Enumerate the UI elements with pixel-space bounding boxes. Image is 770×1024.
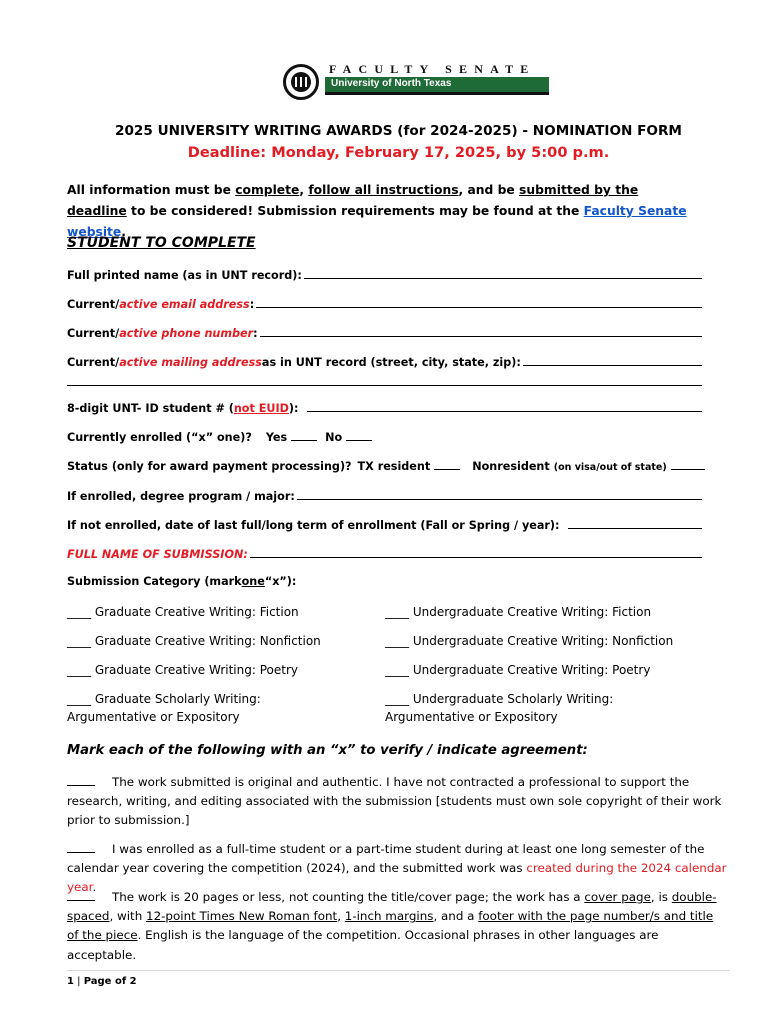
logo-subtitle: University of North Texas bbox=[331, 78, 452, 89]
footer-separator: | bbox=[77, 976, 81, 987]
page-count: Page of 2 bbox=[83, 976, 137, 987]
submission-name-line[interactable] bbox=[250, 546, 702, 558]
section-verify-heading: Mark each of the following with an “x” to verify / indicate agreement: bbox=[67, 743, 588, 758]
submission-name-field[interactable]: FULL NAME OF SUBMISSION: bbox=[67, 546, 702, 561]
mailing-address-line-2[interactable] bbox=[67, 385, 702, 386]
unt-seal-icon bbox=[283, 64, 319, 100]
submission-category-label: Submission Category (mark one “x”): bbox=[67, 575, 297, 588]
category-ugrad-scholarly[interactable]: ____ Undergraduate Scholarly Writing: Argumentative or Expository bbox=[385, 692, 614, 724]
verify-format: The work is 20 pages or less, not counting the title/cover page; the work has a cover page, is double-spaced, with 12-point Times New Roman font, 1-inch margins, and a footer with the page number/s and title of the piece. English is the language of the competition. Occasional phrases in other languages are acceptable. bbox=[67, 890, 717, 962]
logo-title: FACULTY SENATE bbox=[329, 62, 536, 76]
form-title: 2025 UNIVERSITY WRITING AWARDS (for 2024-2025) - NOMINATION FORM bbox=[115, 123, 682, 139]
last-enrollment-line[interactable] bbox=[568, 517, 702, 529]
enrolled-no-blank[interactable] bbox=[346, 430, 372, 441]
degree-program-field[interactable]: If enrolled, degree program / major: bbox=[67, 488, 702, 503]
phone-field[interactable]: Current/ active phone number : bbox=[67, 325, 702, 340]
residency-status-field: Status (only for award payment processing)? TX resident Nonresident (on visa/out of state) bbox=[67, 459, 705, 473]
logo-bar bbox=[325, 77, 549, 95]
section-student-heading: STUDENT TO COMPLETE bbox=[67, 235, 256, 251]
phone-line[interactable] bbox=[260, 325, 702, 337]
enrolled-yes-blank[interactable] bbox=[291, 430, 317, 441]
verify-enrollment: I was enrolled as a full-time student or a part-time student during at least one long semester of the calendar year covering the competition (2024), and the submitted work was created during the 2024 calendar year. bbox=[67, 842, 727, 895]
email-line[interactable] bbox=[256, 296, 702, 308]
mailing-address-field[interactable]: Current/ active mailing address as in UNT record (street, city, state, zip): bbox=[67, 354, 702, 369]
mailing-address-line[interactable] bbox=[523, 354, 702, 366]
enrolled-field: Currently enrolled (“x” one)? Yes No bbox=[67, 430, 372, 444]
category-grad-fiction[interactable]: ____ Graduate Creative Writing: Fiction bbox=[67, 605, 299, 619]
tx-resident-blank[interactable] bbox=[434, 459, 460, 470]
email-field[interactable]: Current/ active email address : bbox=[67, 296, 702, 311]
deadline: Deadline: Monday, February 17, 2025, by 5:00 p.m. bbox=[187, 144, 610, 161]
verify-originality: The work submitted is original and authentic. I have not contracted a professional to support the research, writing, and editing associated with the submission [students must own sole copyright of their work prior to submission.] bbox=[67, 775, 722, 828]
degree-program-line[interactable] bbox=[297, 488, 702, 500]
verify-format-blank[interactable] bbox=[67, 889, 95, 901]
full-name-field[interactable]: Full printed name (as in UNT record): bbox=[67, 267, 702, 282]
category-grad-scholarly[interactable]: ____ Graduate Scholarly Writing: Argumentative or Expository bbox=[67, 692, 261, 724]
intro-paragraph: All information must be complete, follow all instructions, and be submitted by the deadline to be considered! Submission requirements may be found at the Faculty Senate website. bbox=[67, 183, 687, 239]
page-footer bbox=[67, 976, 137, 987]
last-enrollment-field[interactable]: If not enrolled, date of last full/long term of enrollment (Fall or Spring / year): bbox=[67, 517, 702, 532]
page-number: 1 bbox=[67, 976, 74, 987]
verify-enrollment-blank[interactable] bbox=[67, 841, 95, 853]
category-ugrad-nonfiction[interactable]: ____ Undergraduate Creative Writing: Nonfiction bbox=[385, 634, 674, 648]
category-grad-poetry[interactable]: ____ Graduate Creative Writing: Poetry bbox=[67, 663, 298, 677]
full-name-line[interactable] bbox=[304, 267, 702, 279]
category-ugrad-poetry[interactable]: ____ Undergraduate Creative Writing: Poetry bbox=[385, 663, 651, 677]
faculty-senate-logo bbox=[279, 60, 551, 108]
category-grad-nonfiction[interactable]: ____ Graduate Creative Writing: Nonfiction bbox=[67, 634, 321, 648]
faculty-senate-link[interactable]: Faculty Senate website bbox=[67, 204, 687, 239]
footer-divider bbox=[67, 970, 730, 971]
verify-originality-blank[interactable] bbox=[67, 774, 95, 786]
student-id-line[interactable] bbox=[307, 400, 703, 412]
nonresident-blank[interactable] bbox=[671, 459, 705, 470]
category-ugrad-fiction[interactable]: ____ Undergraduate Creative Writing: Fiction bbox=[385, 605, 652, 619]
student-id-field[interactable]: 8-digit UNT- ID student # ( not EUID ): bbox=[67, 400, 702, 415]
